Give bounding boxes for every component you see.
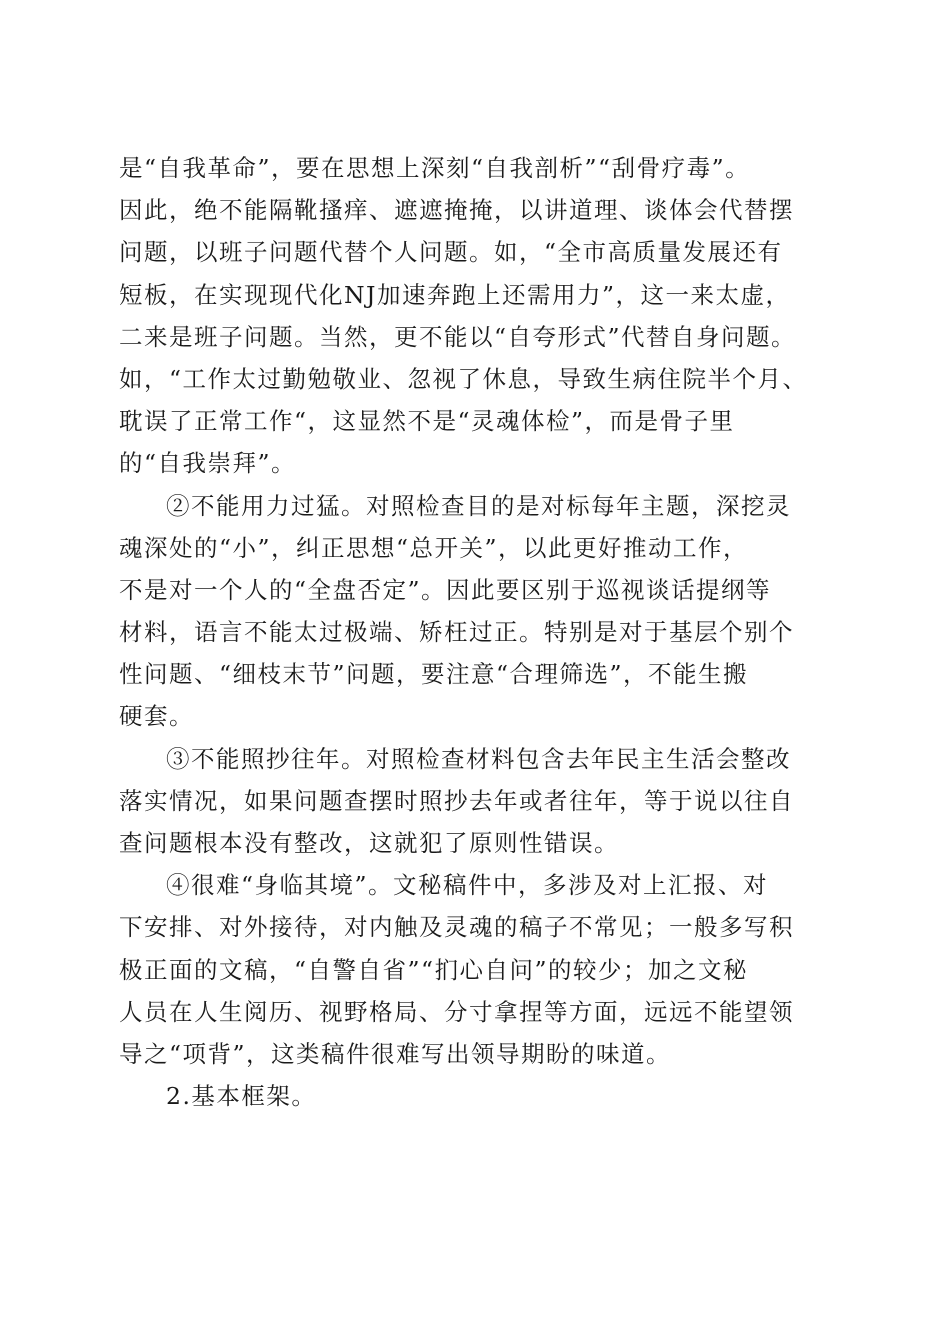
text-line: 材料，语言不能太过极端、矫枉过正。特别是对于基层个别个 xyxy=(119,618,794,647)
text-line: 导之“项背”，这类稿件很难写出领导期盼的味道。 xyxy=(119,1039,672,1068)
text-line: 如，“工作太过勤勉敬业、忽视了休息，导致生病住院半个月、 xyxy=(119,364,808,393)
text-line: 不是对一个人的“全盘否定”。因此要区别于巡视谈话提纲等 xyxy=(119,575,772,604)
text-line: 的“自我崇拜”。 xyxy=(119,449,297,478)
text-line: 人员在人生阅历、视野格局、分寸拿捏等方面，远远不能望领 xyxy=(119,997,794,1026)
text-line: 极正面的文稿，“自警自省”“扪心自问”的较少；加之文秘 xyxy=(119,955,749,984)
text-line: 2.基本框架。 xyxy=(166,1082,317,1111)
text-line: 硬套。 xyxy=(119,702,194,731)
text-line: ③不能照抄往年。对照检查材料包含去年民主生活会整改 xyxy=(166,744,791,773)
text-line: 是“自我革命”，要在思想上深刻“自我剖析”“刮骨疗毒”。 xyxy=(119,154,751,182)
text-line: 短板，在实现现代化NJ加速奔跑上还需用力”，这一来太虚， xyxy=(119,280,791,309)
text-line: 因此，绝不能隔靴搔痒、遮遮掩掩，以讲道理、谈体会代替摆 xyxy=(119,196,794,225)
text-line: ④很难“身临其境”。文秘稿件中，多涉及对上汇报、对 xyxy=(166,871,769,900)
text-line: 落实情况，如果问题查摆时照抄去年或者往年，等于说以往自 xyxy=(119,786,794,815)
text-line: 二来是班子问题。当然，更不能以“自夸形式”代替自身问题。 xyxy=(119,322,797,351)
text-line: 性问题、“细枝末节”问题，要注意“合理筛选”，不能生搬 xyxy=(119,660,749,689)
text-line: 查问题根本没有整改，这就犯了原则性错误。 xyxy=(119,829,619,857)
text-line: 下安排、对外接待，对内触及灵魂的稿子不常见；一般多写积 xyxy=(119,913,794,942)
text-line: 耽误了正常工作“，这显然不是“灵魂体检”，而是骨子里 xyxy=(119,407,735,436)
text-line: ②不能用力过猛。对照检查目的是对标每年主题，深挖灵 xyxy=(166,491,791,520)
text-line: 问题，以班子问题代替个人问题。如，“全市高质量发展还有 xyxy=(119,238,783,267)
text-line: 魂深处的“小”，纠正思想“总开关”，以此更好推动工作， xyxy=(119,533,749,562)
document-body xyxy=(119,147,839,1117)
